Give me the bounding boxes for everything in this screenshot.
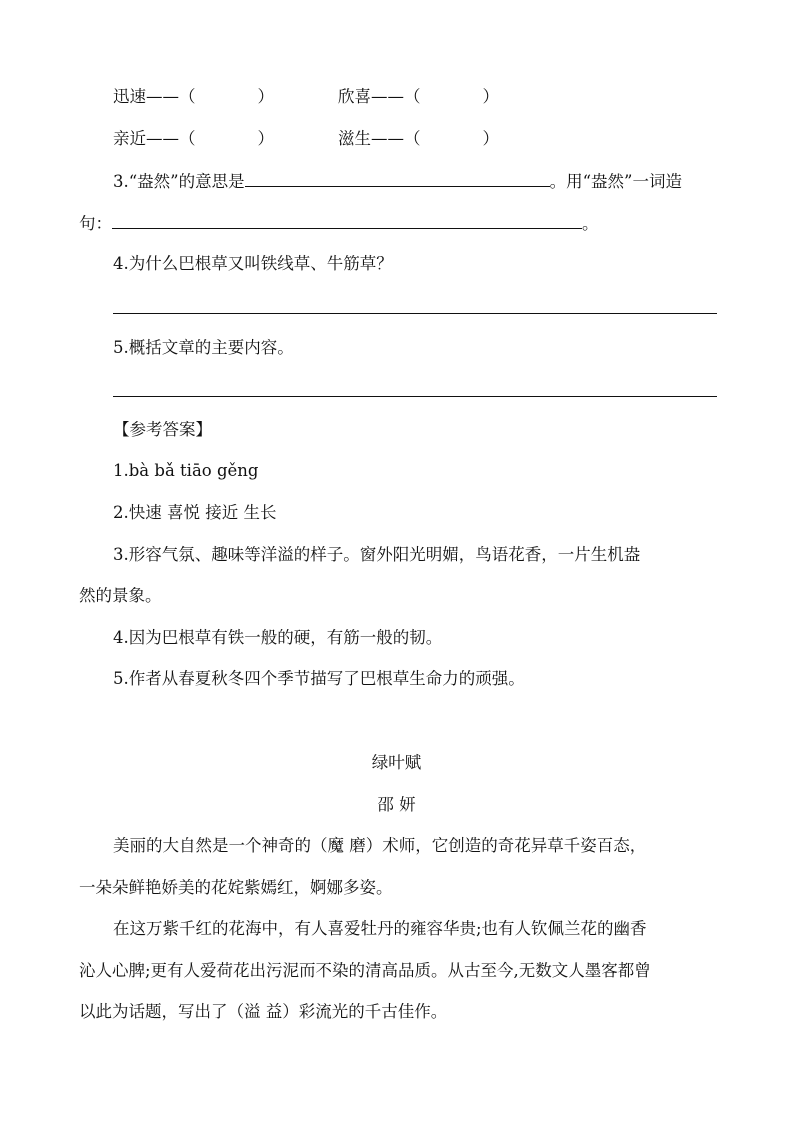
question-4: 4.为什么巴根草又叫铁线草、牛筋草？ — [113, 254, 393, 273]
q3-sentence-blank[interactable] — [112, 212, 582, 229]
pair-xunsu — [113, 86, 274, 108]
word-pair-row-1-right — [338, 86, 499, 108]
question-5: 5.概括文章的主要内容。 — [113, 338, 294, 357]
pair-label: 迅速——（ — [113, 87, 196, 106]
paragraph-2-line-1: 在这万紫千红的花海中，有人喜爱牡丹的雍容华贵;也有人钦佩兰花的幽香 — [113, 919, 647, 938]
article-author: 邵 妍 — [377, 795, 416, 814]
paragraph-1-line-2: 一朵朵鲜艳娇美的花姹紫嫣红，婀娜多姿。 — [79, 878, 393, 897]
question-3-line-2 — [79, 212, 599, 235]
paragraph-2-line-3: 以此为话题，写出了（溢 益）彩流光的千古佳作。 — [79, 1002, 448, 1021]
word-pair-row-2 — [113, 128, 274, 150]
pair-label: 滋生——（ — [338, 129, 421, 148]
article-title: 绿叶赋 — [371, 753, 422, 772]
paren-close: ） — [482, 87, 499, 106]
pair-qinjin — [113, 128, 274, 150]
q3-meaning-blank[interactable] — [245, 170, 550, 187]
paren-close: ） — [257, 87, 274, 106]
answer-2: 2.快速 喜悦 接近 生长 — [113, 503, 277, 522]
word-pair-row-2-right — [338, 128, 499, 150]
answer-5: 5.作者从春夏秋冬四个季节描写了巴根草生命力的顽强。 — [113, 669, 525, 688]
answers-heading: 【参考答案】 — [113, 420, 212, 439]
pair-xinxi — [338, 86, 499, 108]
q3-prefix: 3.“盎然”的意思是 — [113, 172, 245, 191]
paragraph-1-line-1: 美丽的大自然是一个神奇的（魔 磨）术师，它创造的奇花异草千姿百态， — [113, 836, 647, 855]
answer-3-line-1: 3.形容气氛、趣味等洋溢的样子。窗外阳光明媚，鸟语花香，一片生机盎 — [113, 545, 641, 564]
question-3 — [113, 170, 682, 193]
paragraph-2-line-2: 沁人心脾;更有人爱荷花出污泥而不染的清高品质。从古至今,无数文人墨客都曾 — [79, 961, 651, 980]
answer-3-line-2: 然的景象。 — [79, 586, 162, 605]
answer-4: 4.因为巴根草有铁一般的硬，有筋一般的韧。 — [113, 628, 443, 647]
answer-1: 1.bà bǎ tiāo gěng — [113, 461, 259, 480]
pair-label: 欣喜——（ — [338, 87, 421, 106]
paren-close: ） — [482, 129, 499, 148]
pair-label: 亲近——（ — [113, 129, 196, 148]
pair-zisheng — [338, 128, 499, 150]
word-pair-row-1 — [113, 86, 274, 108]
q3-line2-suffix: 。 — [582, 214, 599, 233]
q4-answer-line[interactable] — [113, 313, 717, 314]
q3-middle: 。用“盎然”一词造 — [549, 172, 682, 191]
q3-line2-prefix: 句： — [79, 214, 112, 233]
q5-answer-line[interactable] — [113, 396, 717, 397]
paren-close: ） — [257, 129, 274, 148]
